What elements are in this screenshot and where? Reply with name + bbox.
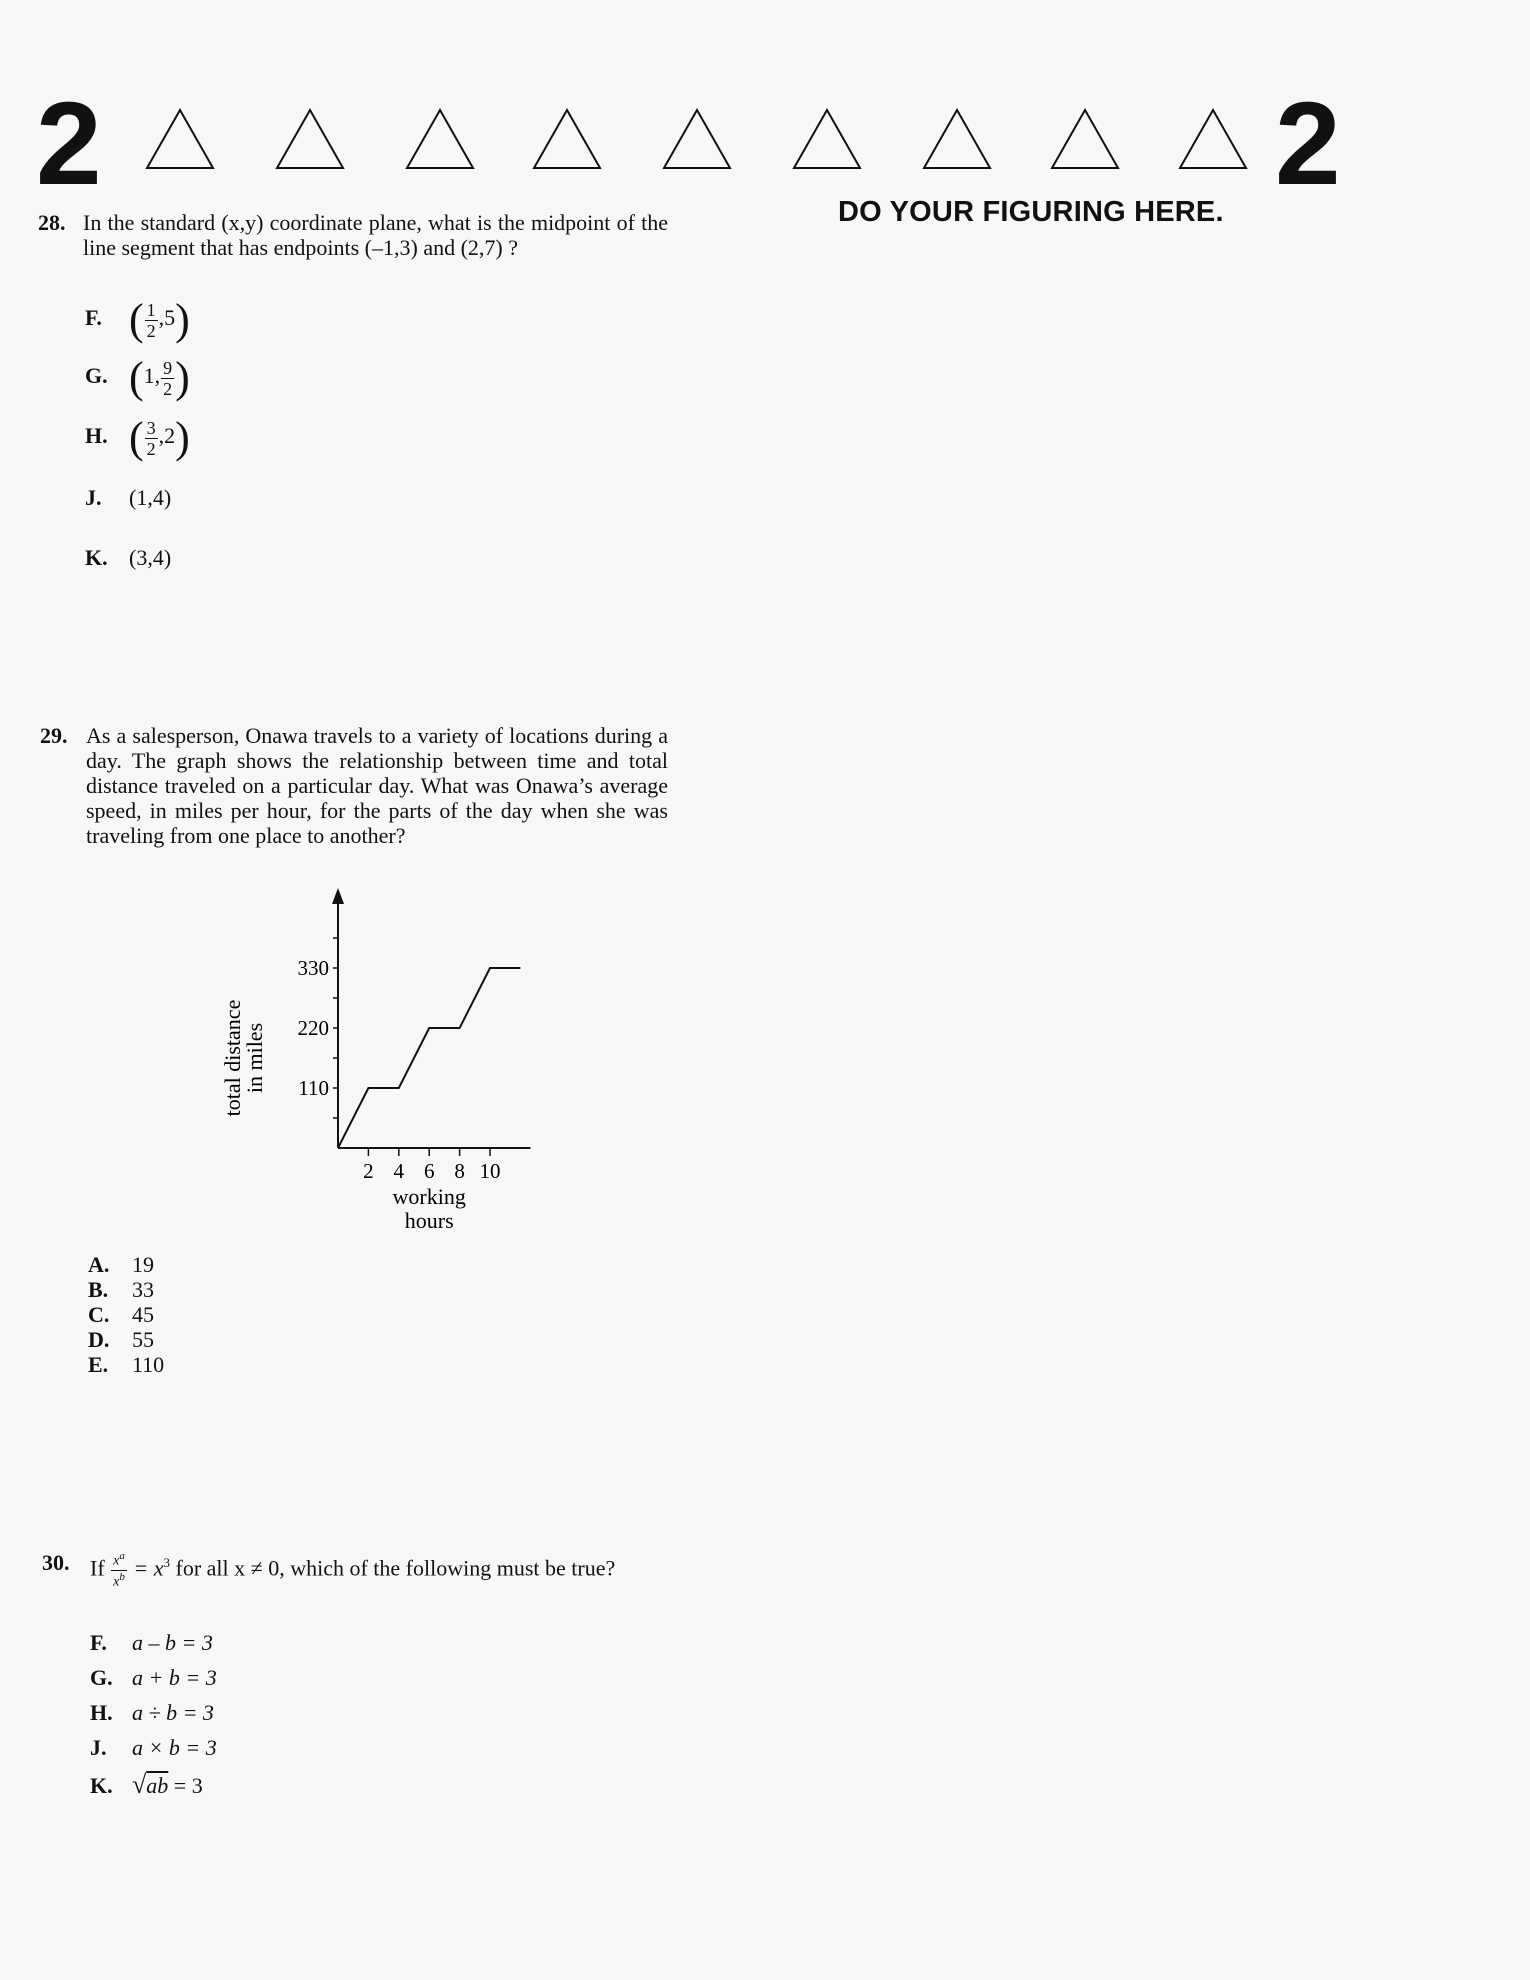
x-tick-label: 8 xyxy=(454,1159,465,1183)
choice-b[interactable]: B. 33 xyxy=(88,1277,154,1302)
question-number: 29. xyxy=(40,723,68,748)
triangle-icon xyxy=(275,108,345,170)
y-axis-label: total distance xyxy=(220,999,245,1117)
question-number: 28. xyxy=(38,210,66,235)
x-tick-label: 6 xyxy=(423,1159,435,1183)
choice-d[interactable]: D. 55 xyxy=(88,1327,154,1352)
fraction: $\frac{9}{2}$ xyxy=(163,357,173,399)
choice-h[interactable]: H. a ÷ b = 3 xyxy=(90,1700,214,1725)
y-tick-label: 110 xyxy=(298,1076,329,1100)
figuring-label: DO YOUR FIGURING HERE. xyxy=(838,196,1224,228)
choice-f[interactable]: F. ( $\frac{1}{2}$ ,5) xyxy=(85,295,190,344)
choice-letter: G. xyxy=(85,363,108,389)
triangle-icon xyxy=(145,108,215,170)
x-axis-label-line2: hours xyxy=(404,1208,454,1233)
section-number-right: 2 xyxy=(1275,78,1341,210)
triangle-icon xyxy=(405,108,475,170)
question-text: As a salesperson, Onawa travels to a variety of locations during a day. The graph shows the relationship between time and total distance traveled on a particular day. What was Onawa’s average speed, in miles per hour, for the parts of the day when she was traveling from one place to another? xyxy=(86,723,668,848)
choice-e[interactable]: E. 110 xyxy=(88,1352,165,1377)
fraction: $\frac{3}{2}$ xyxy=(146,417,156,459)
question-number: 30. xyxy=(42,1550,70,1575)
choice-c[interactable]: C. 45 xyxy=(88,1302,154,1327)
triangle-icon xyxy=(532,108,602,170)
choice-f[interactable]: F. a – b = 3 xyxy=(90,1630,213,1655)
triangle-icon xyxy=(662,108,732,170)
y-tick-label: 220 xyxy=(297,1016,329,1040)
choice-letter: J. xyxy=(85,485,102,510)
x-tick-label: 4 xyxy=(393,1159,405,1183)
choice-letter: F. xyxy=(85,305,102,331)
triangle-icon xyxy=(922,108,992,170)
choice-k[interactable]: K. √ab = 3 xyxy=(90,1770,203,1799)
fraction: $\frac{1}{2}$ xyxy=(146,299,156,341)
question-text: If $\frac{x^a}{x^b}$ = $x^3$ for all x ≠ 0, which of the following must be true? xyxy=(90,1550,616,1590)
choice-g[interactable]: G. a + b = 3 xyxy=(90,1665,217,1690)
choice-k[interactable]: K. (3,4) xyxy=(85,545,172,570)
section-number-left: 2 xyxy=(36,78,102,210)
y-tick-label: 330 xyxy=(297,956,329,980)
distance-time-graph xyxy=(220,880,540,1240)
x-axis-label: working xyxy=(392,1184,466,1209)
x-tick-label: 10 xyxy=(479,1159,501,1183)
triangle-icon xyxy=(792,108,862,170)
choice-letter: H. xyxy=(85,423,108,449)
question-text: In the standard (x,y) coordinate plane, what is the midpoint of the line segment that has endpoints (–1,3) and (2,7) ? xyxy=(83,210,668,260)
y-axis-label-line2: in miles xyxy=(242,1022,267,1094)
exponent-fraction: $\frac{x^a}{x^b}$ xyxy=(113,1550,125,1590)
triangle-icon xyxy=(1050,108,1120,170)
triangle-icon xyxy=(1178,108,1248,170)
series-line xyxy=(338,968,520,1148)
y-axis-arrow xyxy=(332,888,344,904)
choice-h[interactable]: H. ( $\frac{3}{2}$ ,2) xyxy=(85,413,190,462)
x-tick-label: 2 xyxy=(363,1159,374,1183)
choice-j[interactable]: J. a × b = 3 xyxy=(90,1735,217,1760)
choice-j[interactable]: J. (1,4) xyxy=(85,485,172,510)
choice-letter: K. xyxy=(85,545,108,570)
choice-a[interactable]: A. 19 xyxy=(88,1252,154,1277)
choice-g[interactable]: G. (1, $\frac{9}{2}$ ) xyxy=(85,353,190,402)
